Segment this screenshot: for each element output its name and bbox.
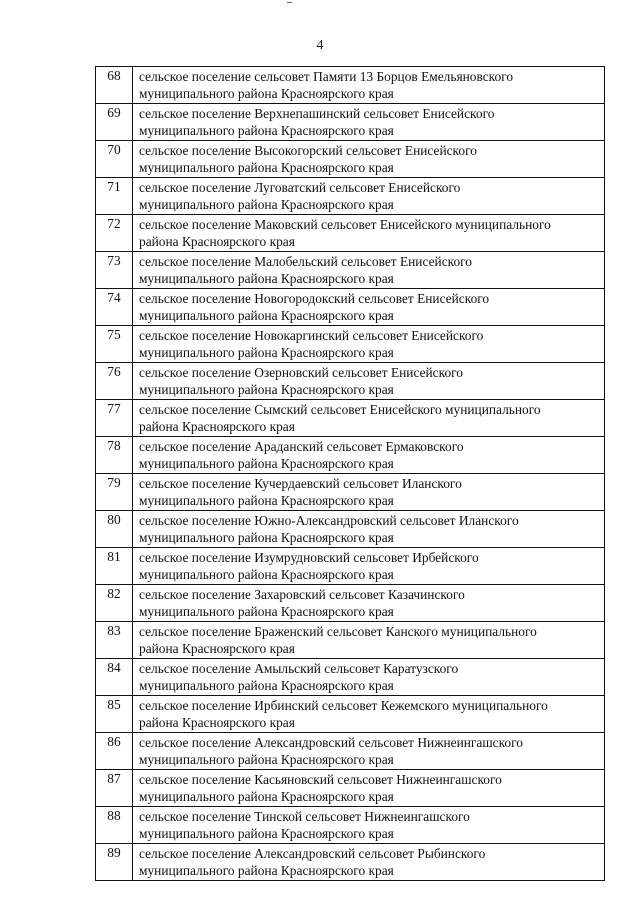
table-row	[96, 770, 605, 807]
table-row	[96, 178, 605, 215]
settlement-name-line: сельское поселение Озерновский сельсовет Енисейского	[139, 365, 463, 380]
table-row	[96, 326, 605, 363]
settlement-name-line: сельское поселение Браженский сельсовет Канского муниципального	[139, 624, 537, 639]
settlement-name-line: муниципального района Красноярского края	[139, 456, 394, 471]
settlement-name	[133, 363, 605, 400]
table-row	[96, 104, 605, 141]
settlement-name-line: муниципального района Красноярского края	[139, 382, 394, 397]
row-number: 87	[96, 770, 133, 807]
settlement-name-line: сельское поселение Изумрудновский сельсовет Ирбейского	[139, 550, 479, 565]
settlement-name	[133, 215, 605, 252]
settlement-name-line: муниципального района Красноярского края	[139, 493, 394, 508]
settlement-name	[133, 400, 605, 437]
settlement-name-line: сельское поселение Высокогорский сельсовет Енисейского	[139, 143, 477, 158]
settlement-name	[133, 585, 605, 622]
settlement-name-line: района Красноярского края	[139, 234, 295, 249]
settlement-name	[133, 511, 605, 548]
row-number: 76	[96, 363, 133, 400]
table-row	[96, 696, 605, 733]
settlement-name-line: муниципального района Красноярского края	[139, 789, 394, 804]
settlements-table-body	[96, 67, 605, 881]
row-number: 86	[96, 733, 133, 770]
row-number: 69	[96, 104, 133, 141]
row-number: 79	[96, 474, 133, 511]
table-row	[96, 733, 605, 770]
settlement-name-line: сельское поселение Новогородокский сельсовет Енисейского	[139, 291, 490, 306]
table-row	[96, 659, 605, 696]
table-row	[96, 141, 605, 178]
settlement-name-line: сельское поселение Ирбинский сельсовет Кежемского муниципального	[139, 698, 548, 713]
scan-mark	[287, 2, 292, 3]
settlement-name-line: муниципального района Красноярского края	[139, 345, 394, 360]
row-number: 70	[96, 141, 133, 178]
settlement-name-line: муниципального района Красноярского края	[139, 604, 394, 619]
settlement-name-line: сельское поселение Кучердаевский сельсовет Иланского	[139, 476, 462, 491]
settlement-name-line: сельское поселение Касьяновский сельсовет Нижнеингашского	[139, 772, 502, 787]
page-number: 4	[316, 38, 324, 53]
settlement-name	[133, 141, 605, 178]
settlement-name	[133, 659, 605, 696]
settlement-name-line: муниципального района Красноярского края	[139, 160, 394, 175]
table-row	[96, 437, 605, 474]
settlement-name	[133, 178, 605, 215]
row-number: 74	[96, 289, 133, 326]
settlement-name-line: муниципального района Красноярского края	[139, 123, 394, 138]
settlement-name-line: сельское поселение Луговатский сельсовет Енисейского	[139, 180, 461, 195]
settlement-name	[133, 289, 605, 326]
row-number: 68	[96, 67, 133, 104]
settlement-name-line: района Красноярского края	[139, 715, 295, 730]
table-row	[96, 474, 605, 511]
row-number: 85	[96, 696, 133, 733]
settlement-name-line: сельское поселение сельсовет Памяти 13 Борцов Емельяновского	[139, 69, 514, 84]
settlement-name-line: муниципального района Красноярского края	[139, 197, 394, 212]
settlement-name-line: сельское поселение Александровский сельсовет Нижнеингашского	[139, 735, 523, 750]
settlement-name	[133, 733, 605, 770]
settlement-name-line: сельское поселение Маковский сельсовет Енисейского муниципального	[139, 217, 551, 232]
settlement-name-line: сельское поселение Верхнепашинский сельсовет Енисейского	[139, 106, 495, 121]
settlement-name-line: муниципального района Красноярского края	[139, 826, 394, 841]
row-number: 72	[96, 215, 133, 252]
settlement-name	[133, 548, 605, 585]
row-number: 80	[96, 511, 133, 548]
table-row	[96, 67, 605, 104]
settlement-name	[133, 67, 605, 104]
settlement-name-line: сельское поселение Новокаргинский сельсовет Енисейского	[139, 328, 484, 343]
row-number: 73	[96, 252, 133, 289]
table-row	[96, 252, 605, 289]
settlement-name-line: сельское поселение Малобельский сельсовет Енисейского	[139, 254, 473, 269]
settlement-name-line: муниципального района Красноярского края	[139, 678, 394, 693]
settlement-name-line: сельское поселение Тинской сельсовет Нижнеингашского	[139, 809, 470, 824]
settlement-name-line: муниципального района Красноярского края	[139, 752, 394, 767]
row-number: 82	[96, 585, 133, 622]
table-row	[96, 807, 605, 844]
table-row	[96, 289, 605, 326]
settlement-name-line: района Красноярского края	[139, 419, 295, 434]
row-number: 75	[96, 326, 133, 363]
settlement-name	[133, 770, 605, 807]
settlements-table	[95, 66, 605, 881]
settlement-name-line: муниципального района Красноярского края	[139, 271, 394, 286]
row-number: 78	[96, 437, 133, 474]
row-number: 81	[96, 548, 133, 585]
settlement-name-line: сельское поселение Захаровский сельсовет Казачинского	[139, 587, 465, 602]
settlement-name	[133, 622, 605, 659]
settlement-name-line: муниципального района Красноярского края	[139, 863, 394, 878]
settlement-name	[133, 437, 605, 474]
table-row	[96, 622, 605, 659]
table-row	[96, 844, 605, 881]
settlement-name	[133, 104, 605, 141]
row-number: 71	[96, 178, 133, 215]
row-number: 89	[96, 844, 133, 881]
settlement-name	[133, 252, 605, 289]
table-row	[96, 215, 605, 252]
settlement-name-line: сельское поселение Александровский сельсовет Рыбинского	[139, 846, 486, 861]
settlement-name	[133, 474, 605, 511]
settlement-name-line: района Красноярского края	[139, 641, 295, 656]
table-row	[96, 511, 605, 548]
table-row	[96, 585, 605, 622]
settlement-name-line: муниципального района Красноярского края	[139, 567, 394, 582]
settlement-name	[133, 696, 605, 733]
table-row	[96, 548, 605, 585]
settlement-name-line: муниципального района Красноярского края	[139, 530, 394, 545]
settlement-name-line: сельское поселение Сымский сельсовет Енисейского муниципального	[139, 402, 541, 417]
settlement-name-line: сельское поселение Южно-Александровский сельсовет Иланского	[139, 513, 519, 528]
settlement-name-line: сельское поселение Амыльский сельсовет Каратузского	[139, 661, 459, 676]
settlement-name	[133, 844, 605, 881]
settlement-name	[133, 807, 605, 844]
table-row	[96, 363, 605, 400]
table-row	[96, 400, 605, 437]
settlement-name-line: сельское поселение Араданский сельсовет Ермаковского	[139, 439, 464, 454]
settlement-name-line: муниципального района Красноярского края	[139, 86, 394, 101]
row-number: 84	[96, 659, 133, 696]
row-number: 83	[96, 622, 133, 659]
settlement-name-line: муниципального района Красноярского края	[139, 308, 394, 323]
settlement-name	[133, 326, 605, 363]
row-number: 88	[96, 807, 133, 844]
row-number: 77	[96, 400, 133, 437]
